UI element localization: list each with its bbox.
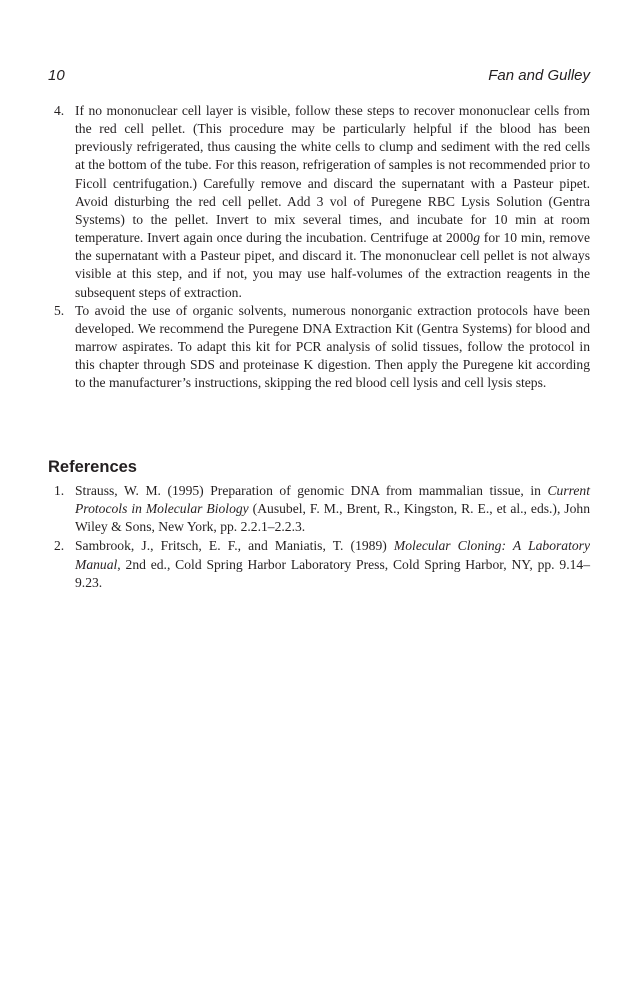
note-item — [54, 102, 590, 302]
note-number: 5. — [54, 302, 65, 318]
reference-item — [54, 482, 590, 536]
note-text: To avoid the use of organic solvents, numerous nonorganic extraction protocols have been developed. We recommend the Puregene DNA Extraction Kit (Gentra Systems) for blood and marrow aspirates. To adapt this kit for PCR analysis of solid tissues, follow the protocol in this chapter through SDS and proteinase K digestion. Then apply the Puregene kit according to the manufacturer’s instructions, skipping the red blood cell lysis and cell lysis steps. — [75, 302, 590, 391]
page-number: 10 — [48, 67, 65, 84]
note-number: 4. — [54, 103, 65, 118]
reference-authors: Strauss, W. M. (1995) Preparation of genomic DNA from mammalian tissue, in — [75, 483, 548, 498]
running-title: Fan and Gulley — [488, 67, 590, 84]
reference-publication: (Ausubel, F. M., Brent, R., Kingston, R. E., et al., eds.), John Wiley & Sons, New York, pp. 2.2.1–2.2.3. — [75, 501, 590, 535]
reference-book-title: Molecular Cloning: A Laboratory Manual — [75, 538, 591, 572]
notes-list — [54, 102, 590, 393]
reference-book-title: Current Protocols in Molecular Biology — [75, 483, 590, 517]
reference-number: 2. — [54, 538, 65, 554]
reference-publication: , 2nd ed., Cold Spring Harbor Laboratory Press, Cold Spring Harbor, NY, pp. 9.14–9.23. — [75, 556, 590, 590]
reference-authors: Sambrook, J., Fritsch, E. F., and Maniatis, T. (1989) — [75, 538, 394, 554]
note-text: If no mononuclear cell layer is visible, follow these steps to recover mononuclear cells from the red cell pellet. (This procedure may be particularly helpful if the blood has been previously refrigerated, thus causing the white cells to clump and sediment with the red cells at the bottom of the tube. For this reason, refrigeration of samples is not recommended prior to Ficoll centrifugation.) Carefully remove and discard the supernatant with a Pasteur pipet. Avoid disturbing the red cell pellet. Add 3 vol of Puregene RBC Lysis Solution (Gentra Systems) to the pellet. Invert to mix several times, and incubate for 10 min at room temperature. Invert again once during the incubation. Centrifuge at 2000 — [75, 103, 590, 246]
reference-item — [54, 537, 590, 591]
references-list — [54, 482, 590, 592]
running-head — [48, 66, 590, 86]
reference-number: 1. — [54, 483, 65, 498]
note-text-continued: for 10 min, remove the supernatant with a Pasteur pipet, and discard it. The mononuclear cell pellet is not always visible at this step, and if not, you may use half-volumes of the extraction reagents in the subsequent steps of extraction. — [75, 230, 590, 300]
g-force-unit: g — [473, 230, 480, 246]
note-item — [54, 302, 590, 393]
references-heading: References — [48, 458, 137, 476]
